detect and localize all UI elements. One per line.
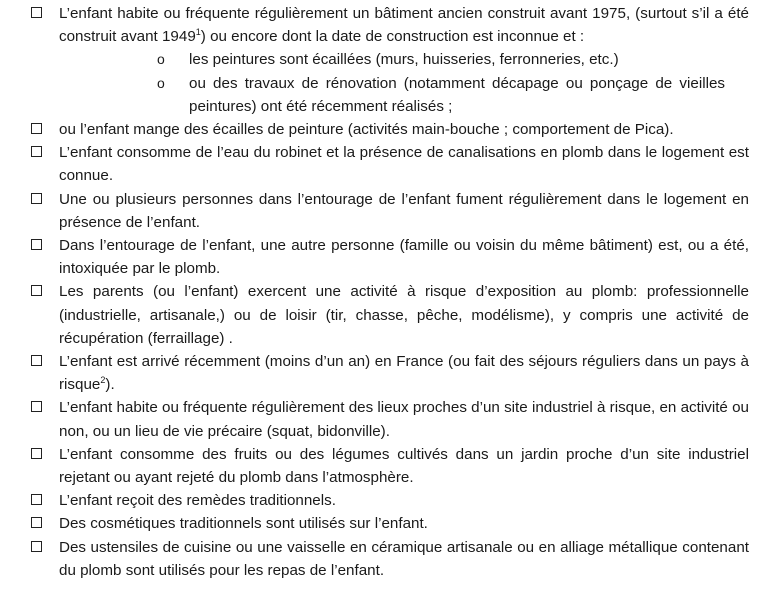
sub-item-text: les peintures sont écaillées (murs, huisseries, ferronneries, etc.) (189, 51, 619, 69)
checkbox[interactable] (31, 355, 42, 366)
checkbox[interactable] (31, 123, 42, 134)
checklist-item-tap-water (0, 141, 773, 187)
checklist-item-text: Les parents (ou l’enfant) exercent une activité à risque d’exposition au plomb: professionnelle (industrielle, artisanale,) ou de loisir (tir, chasse, pêche, modélisme), y compris une activité de récupération (ferraillage) . (59, 283, 749, 347)
sub-item-peeling-paint (59, 48, 749, 71)
checkbox[interactable] (31, 517, 42, 528)
bullet-icon: o (157, 74, 165, 91)
checklist-item-text: Des cosmétiques traditionnels sont utilisés sur l’enfant. (59, 515, 428, 533)
checklist-item-kitchenware (0, 536, 773, 582)
checklist-item-text: ou l’enfant mange des écailles de peinture (activités main-bouche ; comportement de Pica). (59, 121, 674, 139)
checklist-item-traditional-cosmetics (0, 512, 773, 535)
checkbox[interactable] (31, 7, 42, 18)
checklist-item-text: Des ustensiles de cuisine ou une vaisselle en céramique artisanale ou en alliage métallique contenant du plomb sont utilisés pour les repas de l’enfant. (59, 538, 749, 579)
footnote-ref: 2 (100, 375, 106, 386)
sub-item-text: ou des travaux de rénovation (notamment décapage ou ponçage de vieilles peintures) ont été récemment réalisés ; (189, 74, 725, 115)
sub-item-renovation-works (59, 72, 749, 118)
checklist-item-text: L’enfant consomme des fruits ou des légumes cultivés dans un jardin proche d’un site industriel rejetant ou ayant rejeté du plomb dans l’atmosphère. (59, 445, 749, 487)
checklist-item-recent-arrival (0, 350, 773, 396)
checklist-item-paint-chips (0, 118, 773, 141)
checklist-item-text: L’enfant reçoit des remèdes traditionnels. (59, 492, 336, 510)
bullet-icon: o (157, 51, 165, 68)
checklist-item-smoking (0, 188, 773, 234)
checkbox[interactable] (31, 146, 42, 157)
checklist-item-text: L’enfant habite ou fréquente régulièrement un bâtiment ancien construit avant 1975, (surtout s’il a été construit avant 1949$^1$) ou encore dont la date de construction est inconnue et : (59, 5, 749, 46)
checkbox[interactable] (31, 448, 42, 459)
checklist-item-text: Une ou plusieurs personnes dans l’entourage de l’enfant fument régulièrement dans le logement en présence de l’enfant. (59, 190, 749, 231)
checklist-item-old-building (0, 2, 773, 118)
checklist-item-garden-produce (0, 443, 773, 489)
checkbox[interactable] (31, 401, 42, 412)
sub-list (59, 48, 749, 118)
checkbox[interactable] (31, 239, 42, 250)
checkbox[interactable] (31, 494, 42, 505)
checklist-item-text: L’enfant est arrivé récemment (moins d’un an) en France (ou fait des séjours réguliers dans un pays à risque$^2$). (59, 353, 749, 394)
footnote-ref: 1 (195, 27, 201, 38)
checklist-item-text: L’enfant habite ou fréquente régulièrement des lieux proches d’un site industriel à risque, en activité ou non, ou un lieu de vie précaire (squat, bidonville). (59, 399, 749, 440)
checklist-item-text: L’enfant consomme de l’eau du robinet et la présence de canalisations en plomb dans le logement est connue. (59, 144, 749, 185)
checklist-item-intoxicated-relative (0, 234, 773, 280)
checklist-item-text: Dans l’entourage de l’enfant, une autre personne (famille ou voisin du même bâtiment) est, ou a été, intoxiquée par le plomb. (59, 237, 749, 278)
checkbox[interactable] (31, 193, 42, 204)
checklist-item-risk-activity (0, 280, 773, 350)
checkbox[interactable] (31, 541, 42, 552)
checklist-item-industrial-site (0, 396, 773, 442)
checklist-item-traditional-remedies (0, 489, 773, 512)
checkbox[interactable] (31, 285, 42, 296)
